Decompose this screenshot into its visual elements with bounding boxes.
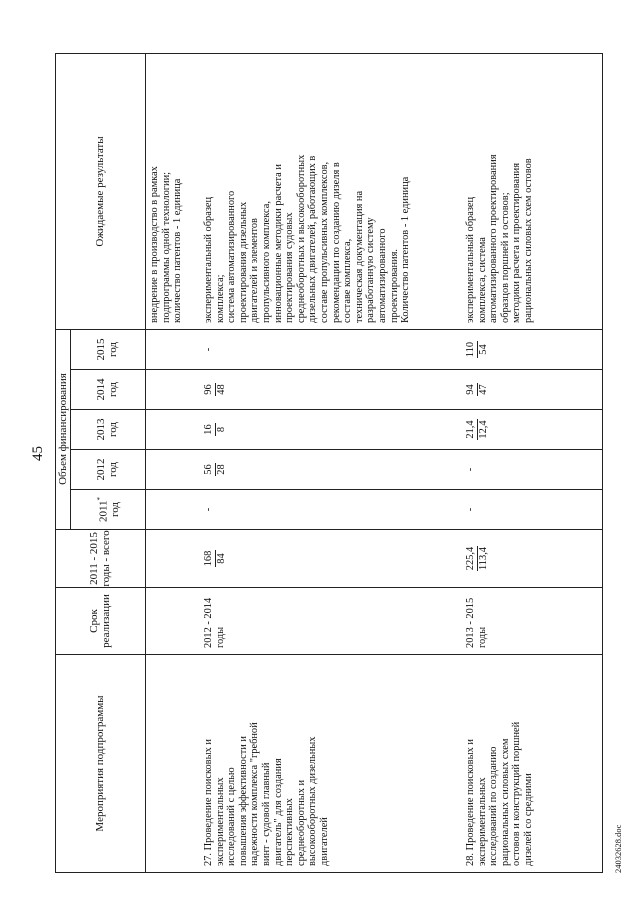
page-number: 45	[30, 446, 46, 461]
result-cell: внедрение в производство в рамках подпрограммы одной технологии; количество патентов - 1 единица	[146, 53, 201, 330]
doc-filename: 24032628.doc	[613, 824, 623, 873]
total-den: 113,4	[477, 547, 489, 570]
result-cell: экспериментальный образец комплекса; система автоматизированного проектирования дизельных двигателей и элементов пропульсивного комплекса, инновационные методики расчета и проектирования судовых среднеоборотных и высокооборотных дизельных двигателей, работающих в составе пропульсивных комплексов, рекомендации по созданию дизеля в составе комплекса, техническая документация на разработанную систему автоматизированного проектирования. Количество патентов - 1 единица	[200, 53, 462, 330]
y2015-num: 110	[465, 341, 476, 358]
y2015-cell	[462, 330, 602, 370]
y2012-cell: -	[462, 450, 602, 490]
empty-cell	[146, 588, 201, 655]
header-funding: Объем финансирования	[56, 329, 71, 530]
header-2013: 2013 год	[70, 410, 146, 450]
header-2015: 2015 год	[70, 330, 146, 370]
header-2012: 2012 год	[70, 450, 146, 490]
y2011-cell: -	[462, 490, 602, 530]
header-total: 2011 - 2015 годы - всего	[56, 530, 146, 588]
header-activities: Мероприятия подпрограммы	[56, 655, 146, 873]
empty-cell	[146, 655, 201, 873]
y2012-num: 56	[203, 464, 214, 475]
empty-cell	[146, 490, 201, 530]
y2012-den: 28	[215, 464, 227, 475]
activity-cell: 27. Проведение поисковых и экспериментальных исследований с целью повышения эффективности и надежности комплекса "гребной винт - судовой главный двигатель" для создания перспективных среднеоборотных и высокооборотных дизельных двигателей	[200, 655, 462, 873]
table-header	[55, 53, 146, 873]
empty-cell	[146, 450, 201, 490]
header-2014: 2014 год	[70, 370, 146, 410]
table-row	[145, 53, 201, 873]
y2014-cell	[200, 370, 462, 410]
empty-cell	[146, 410, 201, 450]
period-cell: 2013 - 2015 годы	[462, 588, 602, 655]
y2014-num: 94	[465, 384, 476, 395]
header-period: Срок реализации	[56, 588, 146, 655]
empty-cell	[146, 330, 201, 370]
header-2011-suffix: год	[108, 501, 121, 518]
empty-cell	[146, 370, 201, 410]
y2015-cell: -	[200, 330, 462, 370]
activity-cell: 28. Проведение поисковых и экспериментальных исследований по созданию рациональных силовых схем остовов и конструкций поршней дизелей со средними	[462, 655, 602, 873]
table-row	[200, 53, 462, 873]
header-results: Ожидаемые результаты	[56, 53, 146, 330]
y2013-num: 16	[203, 424, 214, 435]
total-cell	[200, 530, 462, 588]
y2013-num: 21,4	[465, 420, 476, 439]
y2014-cell	[462, 370, 602, 410]
y2014-den: 48	[215, 384, 227, 395]
y2013-cell	[462, 410, 602, 450]
y2012-cell	[200, 450, 462, 490]
y2015-den: 54	[477, 344, 489, 355]
y2011-cell: -	[200, 490, 462, 530]
header-2011	[70, 490, 146, 530]
header-2011-mark: *	[95, 496, 104, 501]
total-num: 225,4	[465, 546, 476, 571]
y2013-den: 8	[215, 426, 227, 433]
result-cell: экспериментальный образец комплекса, система автоматизированного проектирования образцов поршней и остовов; методики расчета и проектирования рациональных силовых схем остовов	[462, 53, 602, 330]
period-cell: 2012 - 2014 годы	[200, 588, 462, 655]
total-cell	[462, 530, 602, 588]
table-row	[462, 53, 603, 873]
header-2011-year: 2011	[97, 500, 110, 523]
y2013-cell	[200, 410, 462, 450]
y2014-num: 96	[203, 384, 214, 395]
y2014-den: 47	[477, 384, 489, 395]
empty-cell	[146, 530, 201, 588]
total-num: 168	[203, 550, 214, 567]
y2013-den: 12,4	[477, 420, 489, 439]
total-den: 84	[215, 553, 227, 564]
